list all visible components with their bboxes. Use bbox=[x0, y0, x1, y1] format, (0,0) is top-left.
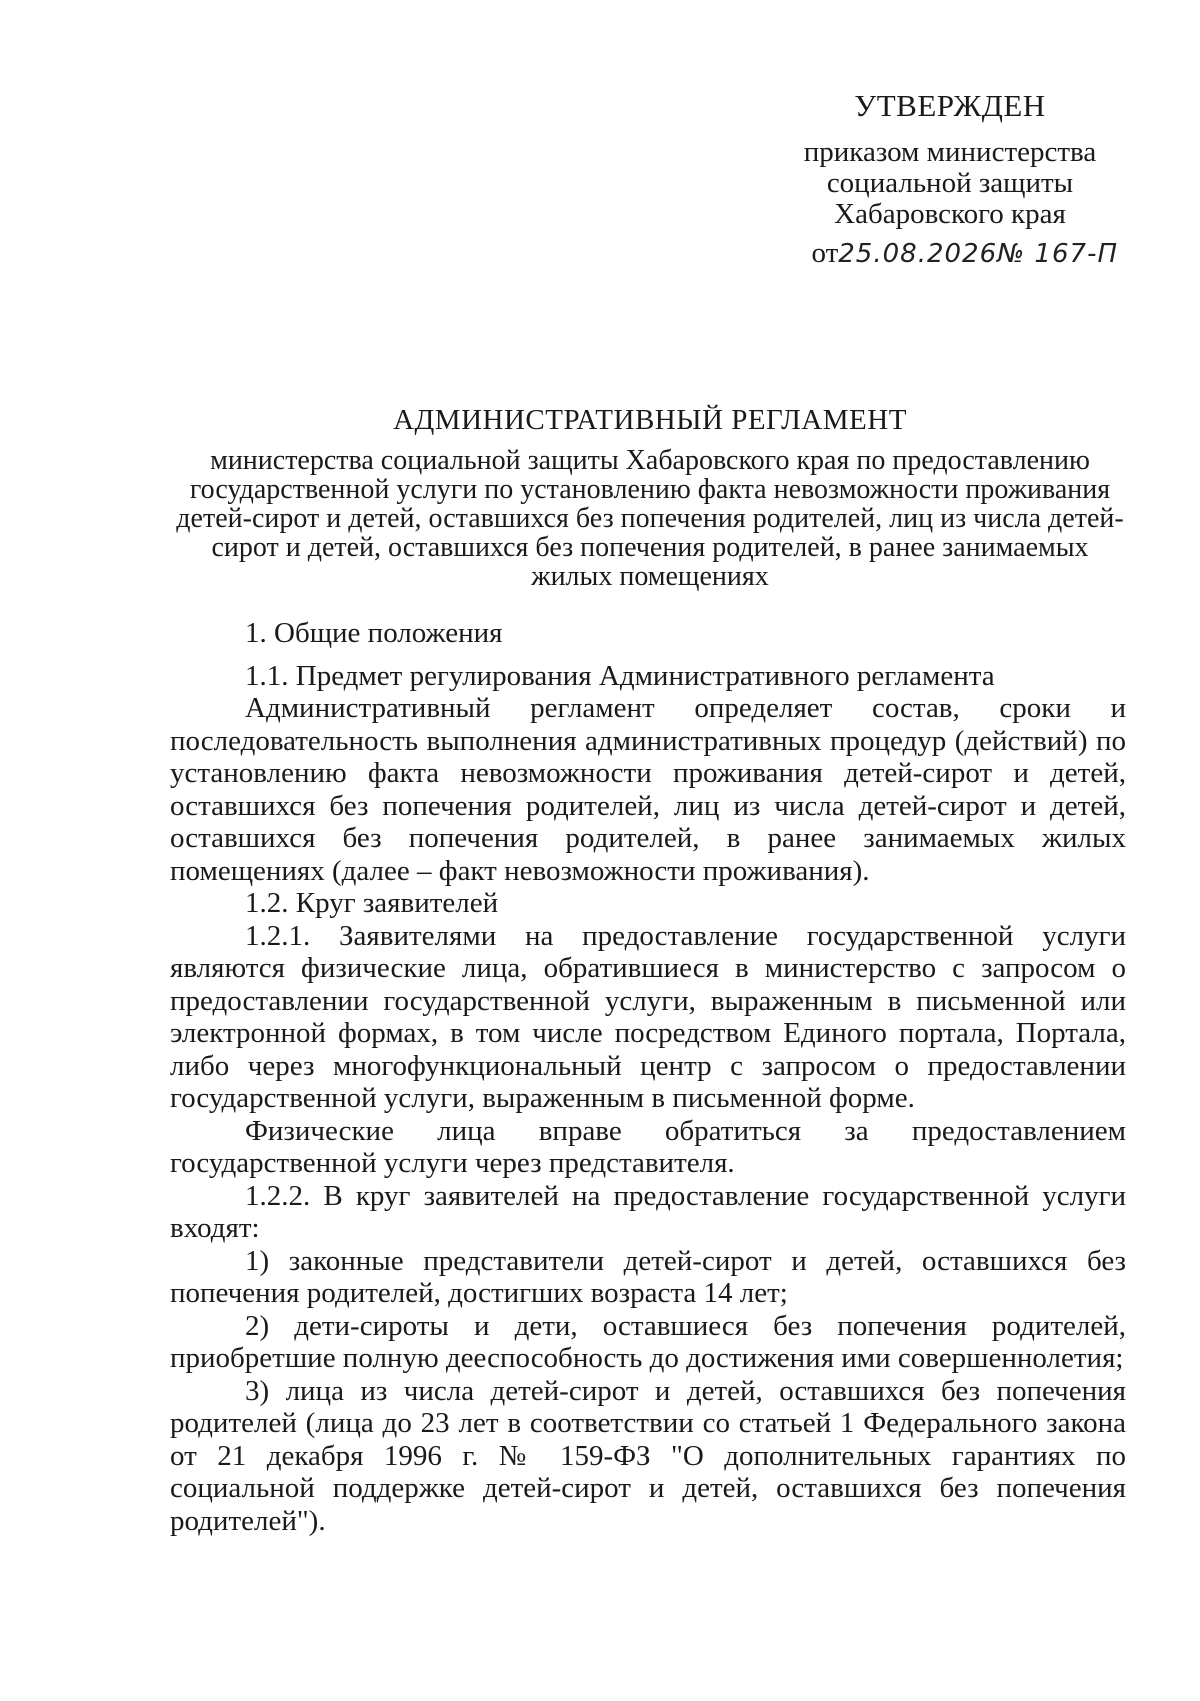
section-1-2-2-text: 1.2.2. В круг заявителей на предоставление государственной услуги входят: bbox=[170, 1179, 1126, 1244]
document-title: АДМИНИСТРАТИВНЫЙ РЕГЛАМЕНТ bbox=[393, 404, 907, 436]
approval-line-2: социальной защиты bbox=[826, 167, 1074, 199]
order-prefix: от bbox=[811, 237, 839, 269]
section-1-1-text: Административный регламент определяет состав, сроки и последовательность выполнения административных процедур (действий) по установлению факта невозможности проживания детей-сирот и детей, оставшихся без попечения родителей, лиц из числа детей-сирот и детей, оставшихся без попечения родителей, в ранее занимаемых жилых помещениях (далее – факт невозможности проживания). bbox=[170, 692, 1126, 887]
section-1-2-heading: 1.2. Круг заявителей bbox=[245, 887, 499, 919]
section-1-heading: 1. Общие положения bbox=[245, 617, 503, 649]
list-item-3: 3) лица из числа детей-сирот и детей, оставшихся без попечения родителей (лица до 23 лет в соответствии со статьей 1 Федерального закона от 21 декабря 1996 г. № 159-ФЗ "О дополнительных гарантиях по социальной поддержке детей-сирот и детей, оставшихся без попечения родителей"). bbox=[170, 1374, 1126, 1537]
section-1-2-1-representative: Физические лица вправе обратиться за предоставлением государственной услуги через представителя. bbox=[170, 1114, 1126, 1179]
document-subtitle: министерства социальной защиты Хабаровского края по предоставлению государственной услуги по установлению факта невозможности проживания детей-сирот и детей, оставшихся без попечения родителей, лиц из числа детей-сирот и детей, оставшихся без попечения родителей, в ранее занимаемых жилых помещениях bbox=[176, 445, 1124, 592]
approved-heading: УТВЕРЖДЕН bbox=[854, 88, 1046, 123]
approval-block bbox=[760, 90, 1120, 270]
list-item-1: 1) законные представители детей-сирот и детей, оставшихся без попечения родителей, достигших возраста 14 лет; bbox=[170, 1244, 1126, 1309]
order-reference bbox=[760, 238, 1120, 270]
section-1-2-1-text: 1.2.1. Заявителями на предоставление государственной услуги являются физические лица, обратившиеся в министерство с запросом о предоставлении государственной услуги, выраженным в письменной или электронной формах, в том числе посредством Единого портала, Портала, либо через многофункциональный центр с запросом о предоставлении государственной услуги, выраженным в письменной форме. bbox=[170, 919, 1126, 1114]
order-handwritten-number: 25.08.2026№ 167-П bbox=[838, 239, 1118, 269]
approval-line-3: Хабаровского края bbox=[834, 198, 1066, 230]
document-body bbox=[170, 617, 1126, 1537]
list-item-2: 2) дети-сироты и дети, оставшиеся без попечения родителей, приобретшие полную дееспособность до достижения ими совершеннолетия; bbox=[170, 1309, 1126, 1374]
approval-line-1: приказом министерства bbox=[803, 136, 1097, 168]
section-1-1-heading: 1.1. Предмет регулирования Административного регламента bbox=[245, 659, 995, 692]
